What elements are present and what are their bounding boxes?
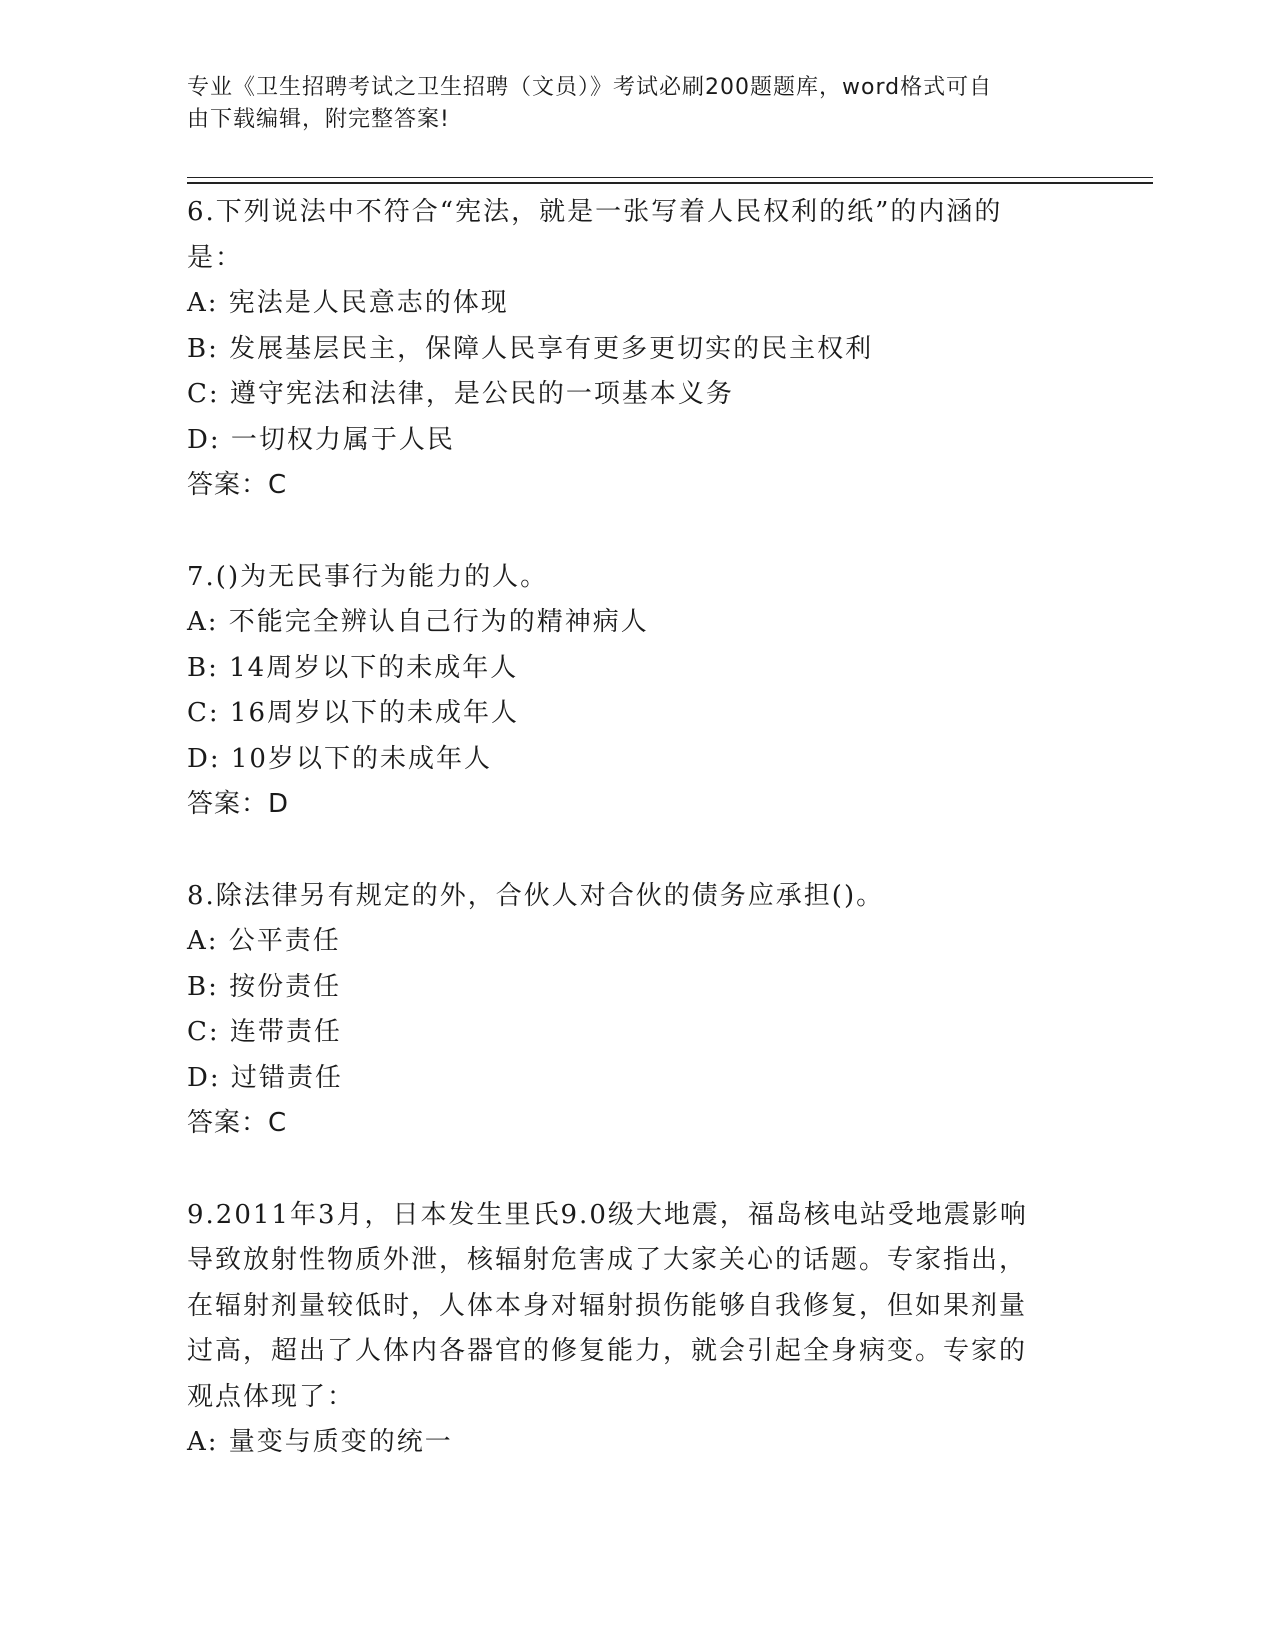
- question-stem: 6.下列说法中不符合“宪法，就是一张写着人民权利的纸”的内涵的: [187, 197, 1003, 227]
- option-c: C: 连带责任: [187, 1017, 342, 1047]
- header-line-1: 专业《卫生招聘考试之卫生招聘（文员）》考试必刷200题题库，word格式可自: [187, 75, 993, 100]
- header-divider-thick: [187, 182, 1153, 184]
- option-c: C: 16周岁以下的未成年人: [187, 698, 520, 728]
- answer: 答案：C: [187, 1108, 288, 1138]
- question-stem: 8.除法律另有规定的外，合伙人对合伙的债务应承担()。: [187, 880, 885, 911]
- spacer: [187, 1147, 1067, 1193]
- question-9: [187, 1193, 1067, 1466]
- header-line-2: 由下载编辑，附完整答案!: [187, 107, 450, 132]
- answer: 答案：C: [187, 470, 288, 500]
- question-stem: 9.2011年3月，日本发生里氏9.0级大地震，福岛核电站受地震影响: [187, 1199, 1028, 1230]
- question-stem: 是：: [187, 242, 244, 273]
- question-7: [187, 555, 1067, 828]
- option-a: A: 量变与质变的统一: [187, 1427, 453, 1457]
- header-divider-thin: [187, 177, 1153, 178]
- option-b: B: 14周岁以下的未成年人: [187, 652, 519, 683]
- option-d: D: 过错责任: [187, 1062, 343, 1093]
- spacer: [187, 509, 1067, 555]
- question-stem: 在辐射剂量较低时，人体本身对辐射损伤能够自我修复，但如果剂量: [187, 1290, 1028, 1321]
- question-stem: 导致放射性物质外泄，核辐射危害成了大家关心的话题。专家指出，: [187, 1245, 1028, 1275]
- spacer: [187, 828, 1067, 874]
- option-b: B: 发展基层民主，保障人民享有更多更切实的民主权利: [187, 333, 874, 364]
- answer: 答案：D: [187, 789, 290, 819]
- option-a: A: 宪法是人民意志的体现: [187, 288, 509, 318]
- option-d: D: 10岁以下的未成年人: [187, 743, 492, 774]
- question-stem: 7.()为无民事行为能力的人。: [187, 561, 549, 592]
- document-body: [187, 190, 1067, 1466]
- option-b: B: 按份责任: [187, 971, 342, 1002]
- question-stem: 过高，超出了人体内各器官的修复能力，就会引起全身病变。专家的: [187, 1336, 1028, 1366]
- question-stem: 观点体现了：: [187, 1381, 356, 1412]
- option-c: C: 遵守宪法和法律，是公民的一项基本义务: [187, 379, 734, 409]
- question-8: [187, 874, 1067, 1147]
- option-a: A: 不能完全辨认自己行为的精神病人: [187, 607, 649, 637]
- document-header: [187, 72, 1067, 136]
- question-6: [187, 190, 1067, 509]
- option-d: D: 一切权力属于人民: [187, 424, 455, 455]
- option-a: A: 公平责任: [187, 926, 341, 956]
